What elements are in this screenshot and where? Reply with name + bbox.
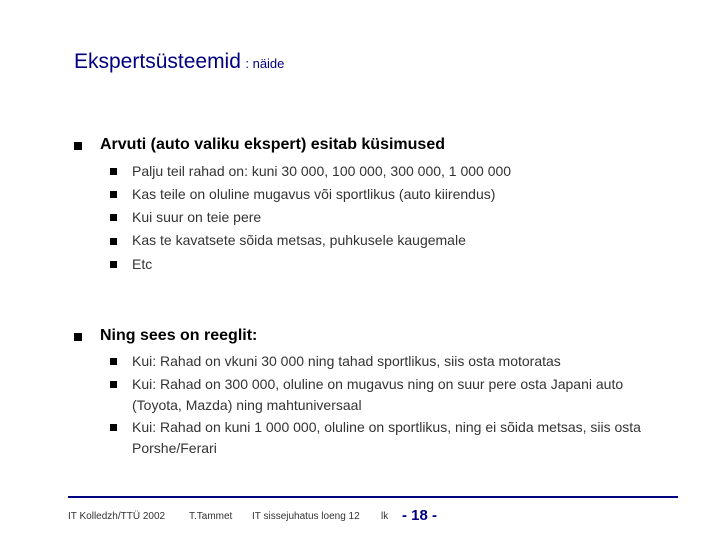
sub-bullet-marker bbox=[110, 358, 117, 365]
bullet-marker bbox=[74, 142, 82, 150]
sub-bullet-text: Etc bbox=[132, 256, 153, 272]
sub-bullet-text: Kui: Rahad on vkuni 30 000 ning tahad sportlikus, siis osta motoratas bbox=[132, 353, 561, 369]
sub-bullet-marker bbox=[110, 191, 117, 198]
sub-bullet-text: Kui: Rahad on kuni 1 000 000, oluline on sportlikus, ning ei sõida metsas, siis osta Porshe/Ferari bbox=[132, 419, 641, 456]
sub-bullet-text: Kas te kavatsete sõida metsas, puhkusele kaugemale bbox=[132, 232, 466, 248]
footer-institution: IT Kolledzh/TTÜ 2002 bbox=[68, 511, 166, 522]
sub-bullet-text: Kui suur on teie pere bbox=[132, 209, 262, 225]
sub-bullet-marker bbox=[110, 238, 117, 245]
bullet-marker bbox=[74, 333, 82, 341]
footer-course: IT sissejuhatus loeng 12 bbox=[252, 511, 360, 522]
footer-author: T.Tammet bbox=[189, 511, 233, 522]
page-number: - 18 - bbox=[402, 507, 438, 524]
sub-bullet-marker bbox=[110, 381, 117, 388]
sub-bullet-text: Kui: Rahad on 300 000, oluline on mugavus ning on suur pere osta Japani auto (Toyota, Mazda) ning mahtuniversaal bbox=[132, 376, 624, 413]
footer-divider bbox=[68, 496, 678, 498]
sub-bullet-text: Kas teile on oluline mugavus või sportlikus (auto kiirendus) bbox=[132, 186, 496, 202]
sub-bullet-marker bbox=[110, 424, 117, 431]
slide-title-main: Ekspertsüsteemid bbox=[74, 50, 241, 73]
footer-lk: lk bbox=[381, 511, 389, 522]
slide-title-subtitle: : näide bbox=[245, 56, 285, 71]
bullet-heading-rules: Ning sees on reeglit: bbox=[100, 327, 258, 344]
sub-bullet-marker bbox=[110, 261, 117, 268]
sub-bullet-text: Palju teil rahad on: kuni 30 000, 100 000, 300 000, 1 000 000 bbox=[132, 163, 512, 179]
sub-bullet-marker bbox=[110, 168, 117, 175]
bullet-heading-questions: Arvuti (auto valiku ekspert) esitab küsimused bbox=[100, 136, 445, 153]
slide-title bbox=[74, 50, 284, 74]
sub-bullet-marker bbox=[110, 214, 117, 221]
